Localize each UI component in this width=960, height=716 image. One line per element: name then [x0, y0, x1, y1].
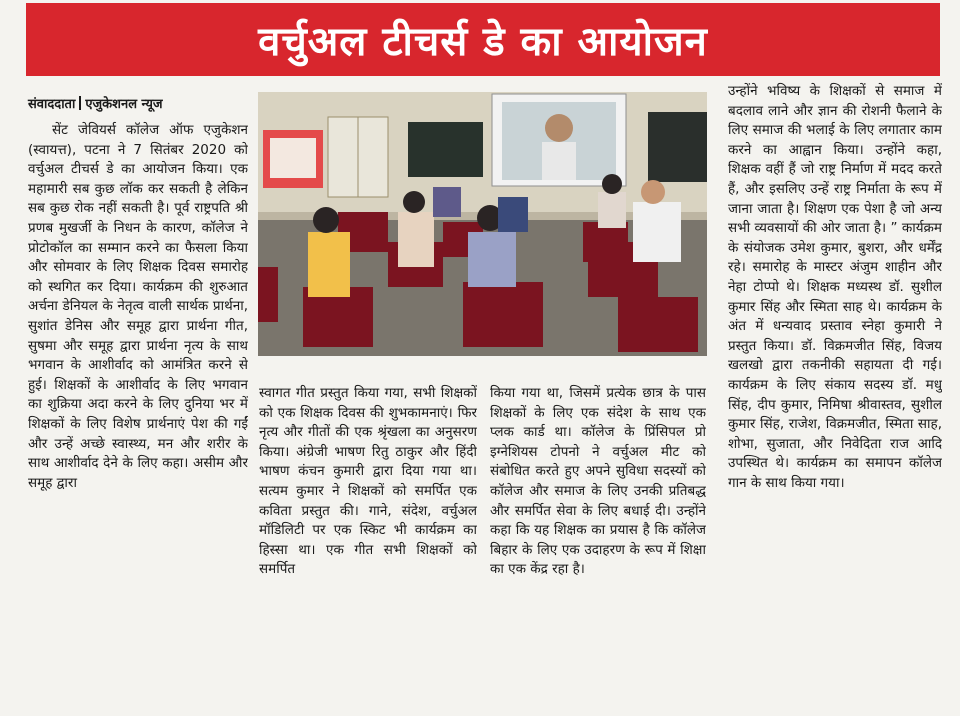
headline-banner	[26, 3, 940, 76]
article-column-3	[490, 384, 706, 614]
byline	[28, 94, 163, 112]
byline-agency: एजुकेशनल न्यूज	[85, 97, 163, 112]
article-column-2	[259, 384, 477, 614]
byline-reporter: संवाददाता	[28, 97, 76, 112]
article-column-1	[28, 121, 248, 613]
event-photo	[258, 92, 707, 356]
article-text-3: किया गया था, जिसमें प्रत्येक छात्र के पास शिक्षकों के लिए एक संदेश के साथ एक प्लक कार्ड था। कॉलेज के प्रिंसिपल प्रो इग्नेशियस टोपनो ने वर्चुअल मीट को संबोधित करते हुए अपने सुविधा सदस्यों को कॉलेज और समाज के लिए उनकी प्रतिबद्ध और समर्पित सेवा के लिए बधाई दी। उन्होंने कहा कि यह शिक्षक का प्रयास है कि कॉलेज बिहार के लिए एक उदाहरण के रूप में शिक्षा का एक केंद्र रहा है।	[490, 385, 706, 578]
headline: वर्चुअल टीचर्स डे का आयोजन	[258, 19, 708, 65]
article-text-4: उन्होंने भविष्य के शिक्षकों से समाज में बदलाव लाने और ज्ञान की रोशनी फैलाने के लिए समाज की भलाई के लिए लगातार काम करने का आह्वान किया। उन्होंने कहा, शिक्षक वहीं हैं जो राष्ट्र निर्माण में मदद करते हैं, और इसलिए उन्हें राष्ट्र निर्माता के रूप में जाना जाता है। शिक्षण एक पेशा है जो अन्य सभी व्यवसायों की ओर जाता है। ” कार्यक्रम के संयोजक उमेश कुमार, बुशरा, और धर्मेंद्र रहे। समारोह के मास्टर अंजुम शाहीन और नेहा टोप्पो थे। शिक्षक मध्यस्थ डॉ. सुशील कुमार सिंह और स्मिता साह थे। कार्यक्रम के अंत में धन्यवाद प्रस्ताव स्नेहा कुमारी ने प्रस्तुत किया। डॉ. विक्रमजीत सिंह, विजय खलखो द्वारा तकनीकी सहायता दी गई। कार्यक्रम के लिए संकाय सदस्य डॉ. मधु सिंह, दीप कुमार, निमिषा श्रीवास्तव, सुशील कुमार सिंह, राजेश, विक्रमजीत, स्मिता साह, शोभा, सुजाता, और निवेदिता राज आदि उपस्थित थे। कार्यक्रम का समापन कॉलेज गान के साथ किया गया।	[728, 83, 942, 491]
article-text-2: स्वागत गीत प्रस्तुत किया गया, सभी शिक्षकों को एक शिक्षक दिवस की शुभकामनाएं। फिर नृत्य और गीतों की एक श्रृंखला का अनुसरण किया। अंग्रेजी भाषण रितु ठाकुर और हिंदी भाषण कंचन कुमारी द्वारा दिया गया था। सत्यम कुमार ने शिक्षकों को समर्पित एक कविता प्रस्तुत की। गाने, संदेश, वर्चुअल मॉडिलिटी पर एक स्किट भी कार्यक्रम का हिस्सा था। एक गीत सभी शिक्षकों को समर्पित	[259, 385, 477, 578]
article-text-1: सेंट जेवियर्स कॉलेज ऑफ एजुकेशन (स्वायत्त), पटना ने 7 सितंबर 2020 को वर्चुअल टीचर्स डे का आयोजन किया। एक महामारी सब कुछ लॉक कर सकती है लेकिन सब कुछ रोक नहीं सकती है। पूर्व राष्ट्रपति श्री प्रणब मुखर्जी के निधन के कारण, कॉलेज ने प्रोटोकॉल का सम्मान करने का फैसला किया और सोमवार के लिए शिक्षक दिवस समारोह को स्थगित कर दिया। कार्यक्रम की शुरुआत अर्चना डेनियल के नेतृत्व वाली सार्थक प्रार्थना, सुशांत डेनिस और समूह द्वारा प्रार्थना गीत, सुषमा और समूह द्वारा प्रार्थना नृत्य के साथ भगवान के आशीर्वाद को आमंत्रित करने से हुई। शिक्षकों के आशीर्वाद के लिए भगवान का शुक्रिया अदा करने के लिए दुनिया भर में शिक्षकों के लिए विशेष प्रार्थनाएं पेश की गईं और उन्हें अच्छे स्वास्थ्य, मन और शरीर के साथ आशीर्वाद देने के लिए कहा। असीम और समूह द्वारा	[28, 122, 248, 491]
article-column-4	[728, 82, 942, 614]
byline-divider	[79, 96, 81, 110]
